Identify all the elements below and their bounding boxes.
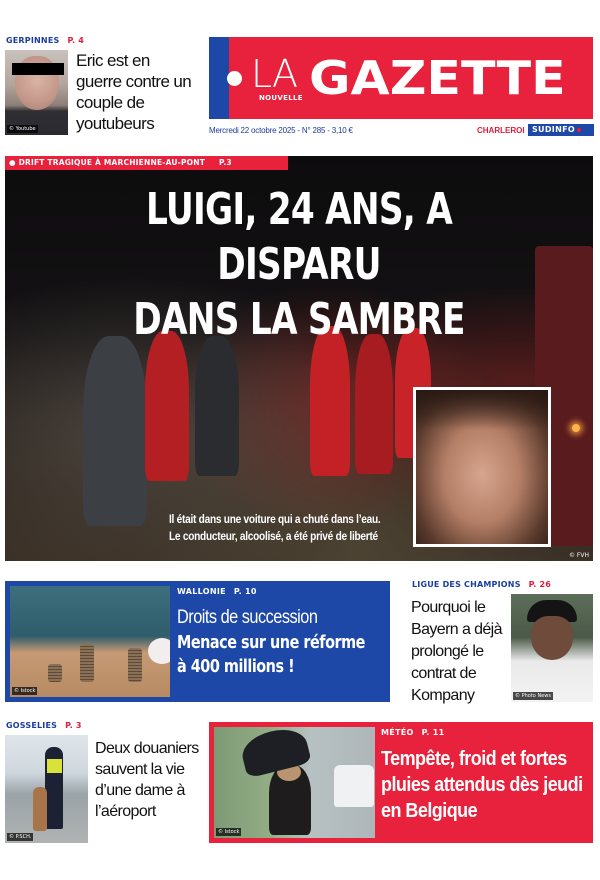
- main-headline[interactable]: [70, 182, 529, 347]
- meteo-story[interactable]: [209, 722, 593, 843]
- logo-dot-icon: [227, 71, 242, 86]
- bayern-kicker: [412, 580, 551, 589]
- section-label: LIGUE DES CHAMPIONS: [412, 580, 521, 589]
- page-ref: P. 4: [67, 36, 85, 45]
- gosselies-kicker: [6, 721, 82, 730]
- dateline: Mercredi 22 octobre 2025 - N° 285 - 3,10 €: [209, 126, 353, 135]
- vest-shape: [47, 759, 62, 773]
- coin-stack: [80, 644, 94, 682]
- headline-text: Tempête, froid et fortes pluies attendus dès jeudi en Belgique: [381, 748, 583, 822]
- teaser-top-kicker: [6, 36, 84, 45]
- section-label: MÉTÉO: [381, 728, 414, 737]
- firefighter-figure: [310, 326, 350, 476]
- customs-photo[interactable]: [5, 735, 88, 843]
- section-label: GERPINNES: [6, 36, 60, 45]
- photo-credit: © Istock: [14, 688, 36, 694]
- censor-bar: [12, 63, 64, 75]
- teaser-top-headline[interactable]: Eric est en guerre contre un couple de youtubeurs: [76, 51, 192, 133]
- lamp-light: [572, 424, 580, 432]
- page-ref: P. 11: [421, 728, 445, 737]
- main-story-kicker: ● DRIFT TRAGIQUE À MARCHIENNE-AU-PONT P.3: [5, 156, 288, 170]
- edition-label: CHARLEROI: [477, 126, 525, 135]
- photo-credit: © Istock: [218, 829, 240, 835]
- masthead-logo[interactable]: [209, 37, 593, 119]
- teaser-top-photo[interactable]: [5, 50, 68, 135]
- wallonie-kicker: [177, 587, 257, 596]
- sudinfo-logo[interactable]: [528, 124, 594, 136]
- gosselies-headline[interactable]: Deux douaniers sauvent la vie d’une dame à l’aéroport: [95, 740, 199, 820]
- caption-line: Le conducteur, alcoolisé, a été privé de liberté: [169, 531, 378, 543]
- coin-stack: [48, 664, 62, 682]
- storm-photo: [214, 727, 375, 838]
- kicker-text: DRIFT TRAGIQUE À MARCHIENNE-AU-PONT: [18, 158, 206, 167]
- logo-la: LA: [251, 52, 298, 96]
- main-story[interactable]: [5, 156, 593, 561]
- section-label: GOSSELIES: [6, 721, 58, 730]
- sudinfo-dot-icon: [577, 128, 581, 132]
- wallonie-story[interactable]: [5, 581, 390, 702]
- logo-gazette: GAZETTE: [309, 51, 566, 105]
- victim-portrait: [413, 387, 551, 547]
- dog-figure: [33, 787, 47, 831]
- meteo-kicker: [381, 728, 445, 737]
- headline-line: DANS LA SAMBRE: [133, 294, 465, 345]
- page-ref: P. 26: [528, 580, 552, 589]
- page-ref: P. 3: [65, 721, 82, 730]
- diver-figure: [83, 336, 147, 526]
- coin-stack: [128, 648, 142, 682]
- subtitle-line: à 400 millions !: [177, 656, 295, 677]
- page-ref: P.3: [219, 158, 232, 167]
- meteo-headline: [381, 746, 583, 824]
- van-shape: [334, 765, 374, 807]
- caption-line: Il était dans une voiture qui a chuté dans l’eau.: [169, 514, 381, 526]
- diver-figure: [195, 336, 239, 476]
- photo-credit: © P.SCH.: [9, 834, 32, 840]
- logo-nouvelle: NOUVELLE: [259, 94, 303, 102]
- logo-blue-band: [209, 37, 229, 119]
- section-label: WALLONIE: [177, 587, 226, 596]
- firefighter-figure: [145, 331, 189, 481]
- page-ref: P. 10: [233, 587, 257, 596]
- kompany-photo[interactable]: [511, 594, 593, 702]
- main-caption: [169, 512, 380, 546]
- photo-credit: © Photo News: [515, 693, 551, 699]
- hair-shape: [416, 390, 551, 430]
- face-shape: [531, 616, 573, 660]
- headline-line: LUIGI, 24 ANS, A DISPARU: [145, 184, 452, 290]
- firefighter-figure: [355, 334, 393, 474]
- subtitle-line: Menace sur une réforme: [177, 632, 365, 653]
- coins-photo: [10, 586, 170, 697]
- wallonie-subtitle: [177, 631, 365, 679]
- bayern-headline[interactable]: Pourquoi le Bayern a déjà prolongé le contrat de Kompany: [411, 599, 502, 704]
- piggy-bank: [148, 638, 170, 664]
- sudinfo-text: SUDINFO: [532, 125, 575, 134]
- wallonie-title: Droits de succession: [177, 607, 318, 628]
- photo-credit: © Youtube: [9, 126, 36, 132]
- photo-credit: © FVH: [569, 552, 589, 559]
